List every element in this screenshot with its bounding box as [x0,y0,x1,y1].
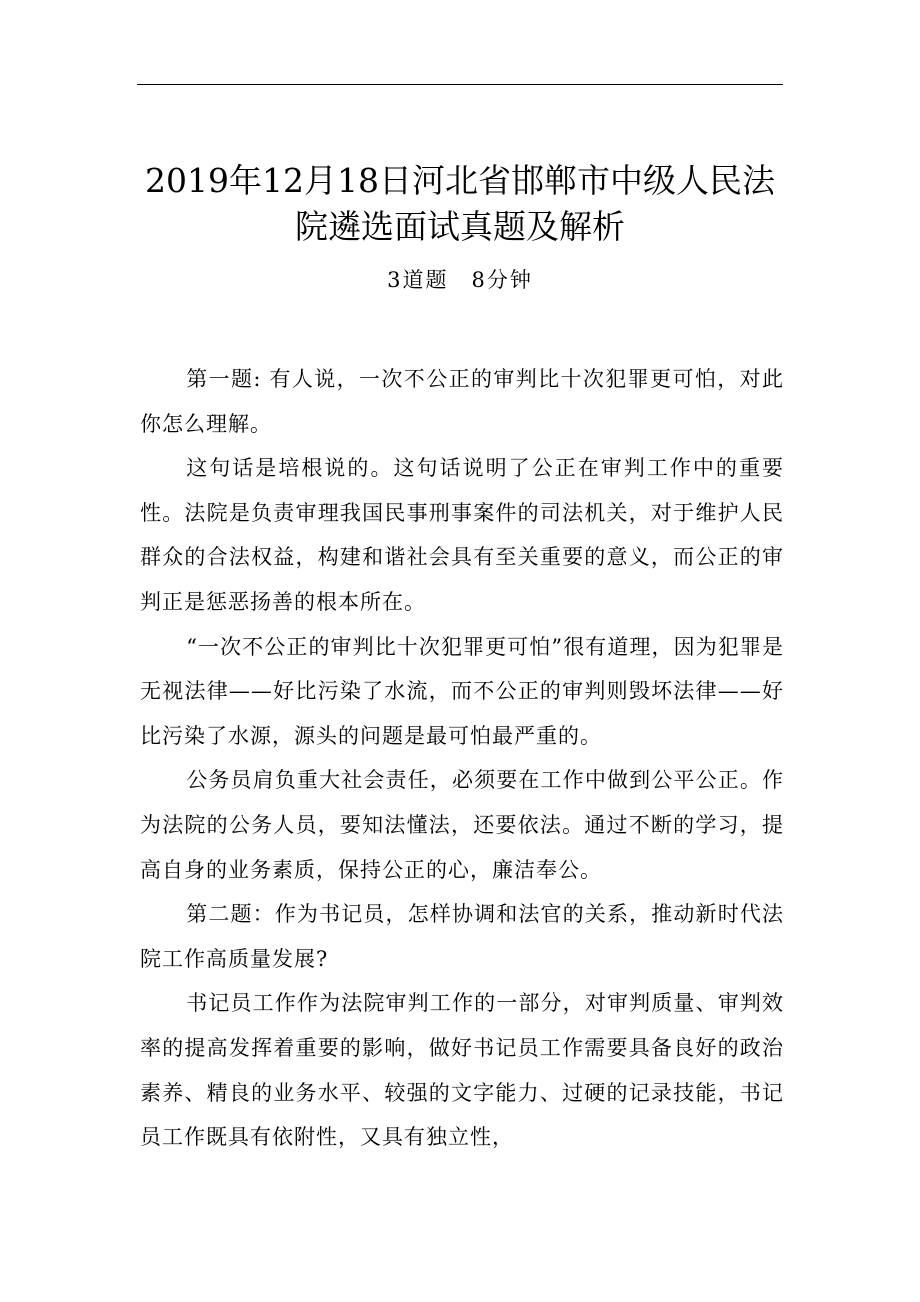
paragraph-question-1: 第一题: 有人说，一次不公正的审判比十次犯罪更可怕，对此你怎么理解。 [140,367,784,436]
header-rule [137,84,783,85]
document-subtitle: 3道题 8分钟 [387,268,533,292]
paragraph: 书记员工作作为法院审判工作的一部分，对审判质量、审判效率的提高发挥着重要的影响，做好书记员工作需要具备良好的政治素养、精良的业务水平、较强的文字能力、过硬的记录技能，书记员工作既具有依附性，又具有独立性， [140,991,784,1150]
paragraph: 这句话是培根说的。这句话说明了公正在审判工作中的重要性。法院是负责审理我国民事刑事案件的司法机关，对于维护人民群众的合法权益，构建和谐社会具有至关重要的意义，而公正的审判正是惩恶扬善的根本所在。 [140,456,784,614]
document-title [60,158,860,250]
document-body [140,357,784,1160]
paragraph-question-2: 第二题：作为书记员，怎样协调和法官的关系，推动新时代法院工作高质量发展? [140,902,784,971]
title-line-2: 院遴选面试真题及解析 [295,207,625,246]
paragraph: “一次不公正的审判比十次犯罪更可怕”很有道理，因为犯罪是无视法律——好比污染了水流，而不公正的审判则毁坏法律——好比污染了水源，源头的问题是最可怕最严重的。 [140,634,784,748]
paragraph: 公务员肩负重大社会责任，必须要在工作中做到公平公正。作为法院的公务人员，要知法懂法，还要依法。通过不断的学习，提高自身的业务素质，保持公正的心，廉洁奉公。 [140,768,784,882]
title-line-1: 2019年12月18日河北省邯郸市中级人民法 [145,161,775,200]
